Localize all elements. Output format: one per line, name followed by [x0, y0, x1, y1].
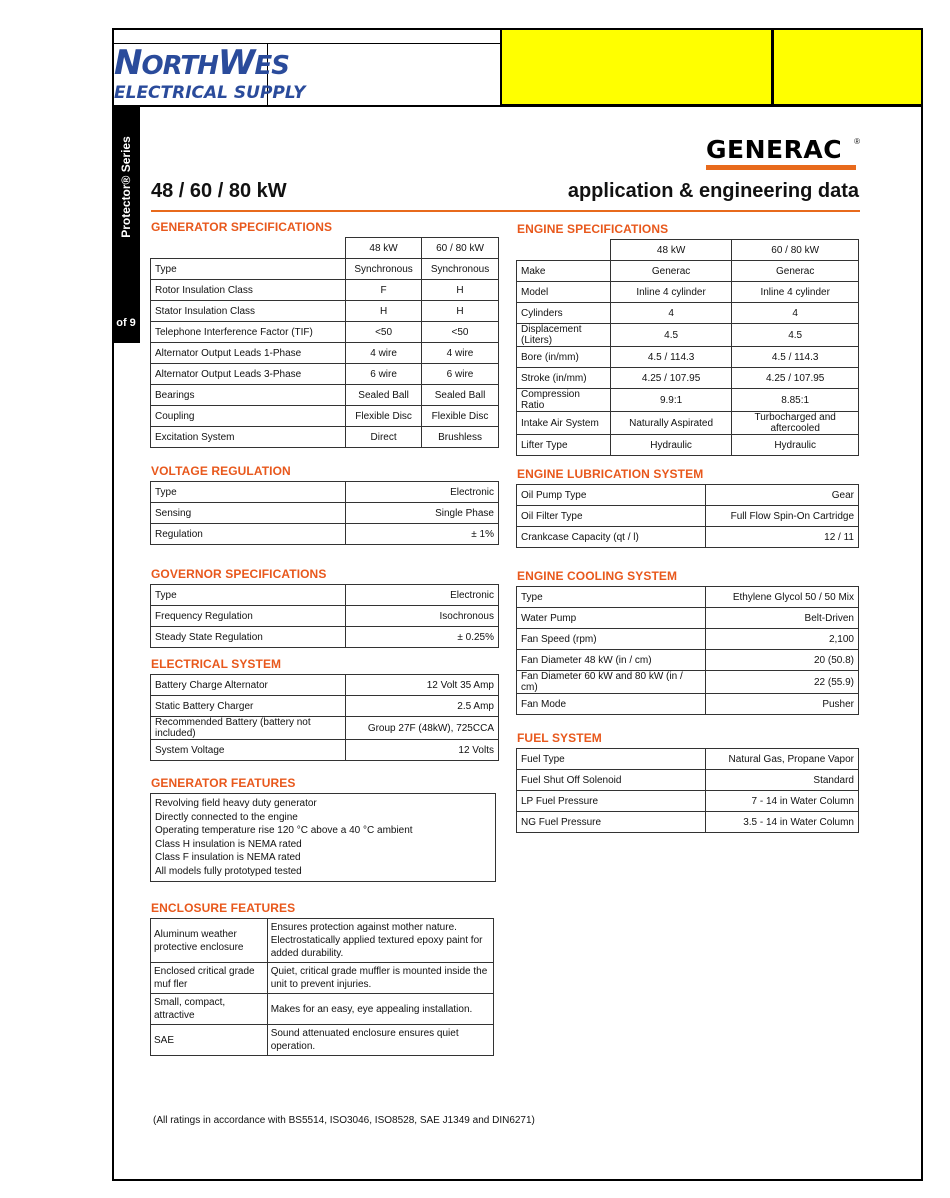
table-row	[151, 675, 499, 696]
generator-specs-table	[150, 237, 499, 448]
table-row	[151, 524, 499, 545]
page-count: of 9	[116, 317, 136, 329]
enclosure-features-heading: ENCLOSURE FEATURES	[151, 901, 296, 915]
governor-specs-heading: GOVERNOR SPECIFICATIONS	[151, 567, 327, 581]
row-label: Model	[517, 282, 611, 303]
series-label: Protector® Series	[119, 136, 133, 238]
table-row	[151, 585, 499, 606]
table-row	[151, 482, 499, 503]
engine-cooling-heading: ENGINE COOLING SYSTEM	[517, 569, 678, 583]
row-label: Battery Charge Alternator	[151, 675, 346, 696]
table-row	[517, 485, 859, 506]
row-label: LP Fuel Pressure	[517, 791, 706, 812]
row-label: Crankcase Capacity (qt / l)	[517, 527, 706, 548]
table-row	[517, 608, 859, 629]
row-value: Hydraulic	[732, 435, 859, 456]
row-label: Enclosed critical grade muf fler	[151, 963, 268, 994]
row-label: Type	[151, 585, 346, 606]
table-row	[151, 717, 499, 740]
table-row	[151, 1025, 494, 1056]
row-value: Flexible Disc	[346, 406, 422, 427]
row-value: Generac	[610, 261, 732, 282]
row-label: System Voltage	[151, 740, 346, 761]
row-label: Compression Ratio	[517, 389, 611, 412]
row-value: Isochronous	[346, 606, 499, 627]
row-label: Regulation	[151, 524, 346, 545]
row-value: Brushless	[422, 427, 499, 448]
table-row	[151, 343, 499, 364]
row-value: Group 27F (48kW), 725CCA	[346, 717, 499, 740]
table-row	[151, 259, 499, 280]
list-item: Class F insulation is NEMA rated	[155, 852, 301, 863]
row-value: 4.5 / 114.3	[610, 347, 732, 368]
row-value: 6 wire	[422, 364, 499, 385]
row-value: Synchronous	[422, 259, 499, 280]
table-row	[151, 503, 499, 524]
table-row	[151, 280, 499, 301]
row-value: Gear	[706, 485, 859, 506]
table-row	[151, 427, 499, 448]
engine-cooling-table	[516, 586, 859, 715]
row-label: Frequency Regulation	[151, 606, 346, 627]
table-row	[151, 406, 499, 427]
row-label: NG Fuel Pressure	[517, 812, 706, 833]
page-subtitle: application & engineering data	[567, 180, 859, 202]
row-label: Steady State Regulation	[151, 627, 346, 648]
row-value: Pusher	[706, 694, 859, 715]
table-row	[151, 364, 499, 385]
row-label: Oil Pump Type	[517, 485, 706, 506]
row-value: Single Phase	[346, 503, 499, 524]
row-value: 4 wire	[422, 343, 499, 364]
table-row	[517, 435, 859, 456]
northwest-logo: NORTHWES ELECTRICAL SUPPLY	[114, 43, 306, 103]
row-label: Cylinders	[517, 303, 611, 324]
list-item: Directly connected to the engine	[155, 811, 298, 823]
row-value: Sealed Ball	[422, 385, 499, 406]
engine-lubrication-table	[516, 484, 859, 548]
table-row	[517, 650, 859, 671]
row-label: Recommended Battery (battery not included)	[151, 717, 346, 740]
row-label: Alternator Output Leads 1-Phase	[151, 343, 346, 364]
row-value: Standard	[706, 770, 859, 791]
table-row	[517, 303, 859, 324]
row-label: Small, compact, attractive	[151, 994, 268, 1025]
row-label: Aluminum weather protective enclosure	[151, 919, 268, 963]
electrical-system-heading: ELECTRICAL SYSTEM	[151, 657, 282, 671]
row-value: Flexible Disc	[422, 406, 499, 427]
table-row	[517, 261, 859, 282]
list-item: Operating temperature rise 120 °C above a 40 °C ambient	[155, 825, 413, 836]
row-value: 2.5 Amp	[346, 696, 499, 717]
header-bottom-divider	[112, 105, 923, 107]
row-label: Fuel Shut Off Solenoid	[517, 770, 706, 791]
row-value: H	[422, 280, 499, 301]
row-value: Ethylene Glycol 50 / 50 Mix	[706, 587, 859, 608]
table-row	[151, 606, 499, 627]
col-header: 48 kW	[346, 238, 422, 259]
table-row	[517, 791, 859, 812]
row-value: <50	[346, 322, 422, 343]
row-value: ± 0.25%	[346, 627, 499, 648]
row-value: 4.5 / 114.3	[732, 347, 859, 368]
row-value: <50	[422, 322, 499, 343]
row-label: Make	[517, 261, 611, 282]
row-label: Oil Filter Type	[517, 506, 706, 527]
row-value: 4	[732, 303, 859, 324]
row-label: Coupling	[151, 406, 346, 427]
generator-specs-heading: GENERATOR SPECIFICATIONS	[151, 220, 333, 234]
row-label: Static Battery Charger	[151, 696, 346, 717]
page-title: 48 / 60 / 80 kW	[151, 180, 287, 202]
row-value: Electronic	[346, 482, 499, 503]
table-row	[517, 506, 859, 527]
engine-specs-heading: ENGINE SPECIFICATIONS	[517, 222, 669, 236]
row-value: Belt-Driven	[706, 608, 859, 629]
row-value: Generac	[732, 261, 859, 282]
table-row	[151, 963, 494, 994]
governor-specs-table	[150, 584, 499, 648]
row-value: Synchronous	[346, 259, 422, 280]
row-label: Rotor Insulation Class	[151, 280, 346, 301]
row-value: Turbocharged and aftercooled	[732, 412, 859, 435]
row-value: Electronic	[346, 585, 499, 606]
table-row	[517, 671, 859, 694]
row-value: 20 (50.8)	[706, 650, 859, 671]
row-label: Intake Air System	[517, 412, 611, 435]
row-value: Inline 4 cylinder	[610, 282, 732, 303]
row-value: Makes for an easy, eye appealing installation.	[267, 994, 493, 1025]
row-label: Water Pump	[517, 608, 706, 629]
header-highlight-box	[500, 28, 773, 106]
row-label: Sensing	[151, 503, 346, 524]
table-row	[151, 696, 499, 717]
row-label: Fan Diameter 48 kW (in / cm)	[517, 650, 706, 671]
table-row	[517, 527, 859, 548]
enclosure-features-table	[150, 918, 494, 1056]
row-label: Bearings	[151, 385, 346, 406]
row-label: Type	[151, 482, 346, 503]
table-row	[151, 919, 494, 963]
row-label: Stator Insulation Class	[151, 301, 346, 322]
row-label: Telephone Interference Factor (TIF)	[151, 322, 346, 343]
row-value: 8.85:1	[732, 389, 859, 412]
row-value: 12 Volts	[346, 740, 499, 761]
row-value: 9.9:1	[610, 389, 732, 412]
row-label: Fan Mode	[517, 694, 706, 715]
row-label: SAE	[151, 1025, 268, 1056]
row-value: 12 / 11	[706, 527, 859, 548]
header-divider	[112, 43, 501, 44]
row-value: 3.5 - 14 in Water Column	[706, 812, 859, 833]
voltage-regulation-table	[150, 481, 499, 545]
list-item: Revolving field heavy duty generator	[155, 798, 317, 809]
row-label: Type	[151, 259, 346, 280]
table-row	[517, 389, 859, 412]
generac-logo: GENERAC ®	[706, 136, 862, 174]
fuel-system-heading: FUEL SYSTEM	[517, 731, 602, 745]
table-row	[517, 694, 859, 715]
row-value: ± 1%	[346, 524, 499, 545]
table-row	[517, 770, 859, 791]
engine-lubrication-heading: ENGINE LUBRICATION SYSTEM	[517, 467, 704, 481]
row-value: 12 Volt 35 Amp	[346, 675, 499, 696]
row-value: Sound attenuated enclosure ensures quiet operation.	[267, 1025, 493, 1056]
row-label: Type	[517, 587, 706, 608]
col-header: 48 kW	[610, 240, 732, 261]
row-value: H	[422, 301, 499, 322]
row-label: Bore (in/mm)	[517, 347, 611, 368]
table-row	[151, 322, 499, 343]
table-row	[517, 629, 859, 650]
table-row	[517, 749, 859, 770]
row-value: Hydraulic	[610, 435, 732, 456]
table-row	[517, 347, 859, 368]
table-row	[151, 385, 499, 406]
row-label: Displacement (Liters)	[517, 324, 611, 347]
table-row	[517, 812, 859, 833]
table-row	[517, 368, 859, 389]
row-label: Fuel Type	[517, 749, 706, 770]
electrical-system-table	[150, 674, 499, 761]
engine-specs-table	[516, 239, 859, 456]
row-value: Quiet, critical grade muffler is mounted inside the unit to prevent injuries.	[267, 963, 493, 994]
row-value: 4.5	[610, 324, 732, 347]
row-label: Fan Diameter 60 kW and 80 kW (in / cm)	[517, 671, 706, 694]
row-value: Ensures protection against mother nature. Electrostatically applied textured epoxy paint for added durability.	[267, 919, 493, 963]
row-value: 2,100	[706, 629, 859, 650]
row-value: Full Flow Spin-On Cartridge	[706, 506, 859, 527]
row-value: 4 wire	[346, 343, 422, 364]
row-value: F	[346, 280, 422, 301]
table-row	[151, 740, 499, 761]
list-item: Class H insulation is NEMA rated	[155, 838, 302, 850]
row-value: Sealed Ball	[346, 385, 422, 406]
row-value: 7 - 14 in Water Column	[706, 791, 859, 812]
row-value: 4.25 / 107.95	[732, 368, 859, 389]
table-row	[151, 627, 499, 648]
title-rule	[151, 210, 860, 212]
header-highlight-box-right	[772, 28, 923, 106]
table-row	[151, 301, 499, 322]
row-label: Alternator Output Leads 3-Phase	[151, 364, 346, 385]
row-label: Stroke (in/mm)	[517, 368, 611, 389]
table-row	[151, 994, 494, 1025]
list-item: All models fully prototyped tested	[155, 865, 302, 877]
row-value: Direct	[346, 427, 422, 448]
row-value: Inline 4 cylinder	[732, 282, 859, 303]
fuel-system-table	[516, 748, 859, 833]
col-header: 60 / 80 kW	[422, 238, 499, 259]
generator-features-list	[150, 793, 496, 882]
generator-features-heading: GENERATOR FEATURES	[151, 776, 296, 790]
row-value: 4	[610, 303, 732, 324]
row-value: 22 (55.9)	[706, 671, 859, 694]
row-value: 6 wire	[346, 364, 422, 385]
row-label: Lifter Type	[517, 435, 611, 456]
row-value: Naturally Aspirated	[610, 412, 732, 435]
col-header: 60 / 80 kW	[732, 240, 859, 261]
row-label: Fan Speed (rpm)	[517, 629, 706, 650]
table-row	[517, 324, 859, 347]
row-value: Natural Gas, Propane Vapor	[706, 749, 859, 770]
table-row	[517, 412, 859, 435]
row-value: 4.5	[732, 324, 859, 347]
row-value: 4.25 / 107.95	[610, 368, 732, 389]
row-label: Excitation System	[151, 427, 346, 448]
table-row	[517, 282, 859, 303]
voltage-regulation-heading: VOLTAGE REGULATION	[151, 464, 291, 478]
row-value: H	[346, 301, 422, 322]
table-row	[517, 587, 859, 608]
ratings-footnote: (All ratings in accordance with BS5514, ISO3046, ISO8528, SAE J1349 and DIN6271)	[153, 1115, 535, 1126]
